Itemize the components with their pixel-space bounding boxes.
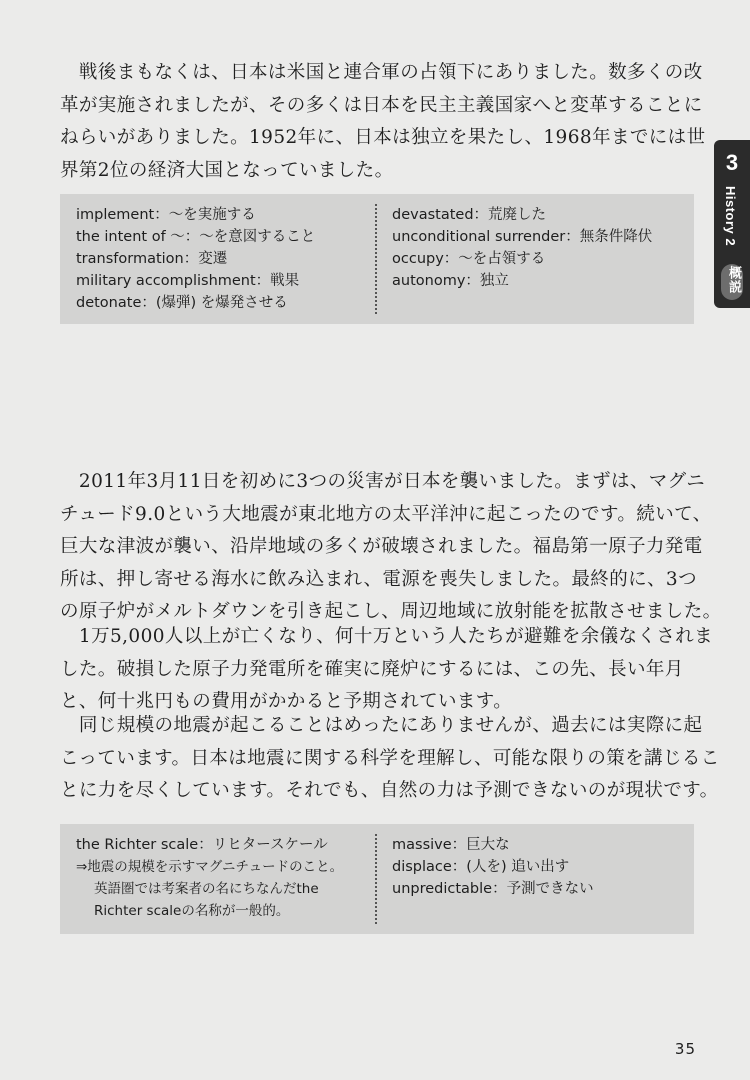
glossary-entry: occupy：〜を占領する [392, 251, 546, 267]
glossary-divider [375, 204, 377, 314]
paragraph-line: 所は、押し寄せる海水に飲み込まれ、電源を喪失しました。最終的に、3つ [60, 568, 697, 590]
glossary-note: ⇒地震の規模を示すマグニチュードのこと。 [76, 859, 344, 875]
glossary-entry: displace：(人を) 追い出す [392, 859, 570, 875]
glossary-entry: implement：〜を実施する [76, 207, 256, 223]
paragraph-line: 革が実施されましたが、その多くは日本を民主主義国家へと変革することに [60, 94, 703, 116]
paragraph-line: した。破損した原子力発電所を確実に廃炉にするには、この先、長い年月 [60, 658, 684, 680]
paragraph-line: と、何十兆円もの費用がかかると予期されています。 [60, 691, 513, 712]
glossary-entry: detonate：(爆弾) を爆発させる [76, 295, 288, 311]
glossary-entry: the intent of 〜：〜を意図すること [76, 229, 316, 245]
glossary-entry: massive：巨大な [392, 837, 510, 853]
paragraph-line: こっています。日本は地震に関する科学を理解し、可能な限りの策を講じるこ [60, 747, 720, 769]
glossary-box-2 [60, 824, 694, 934]
glossary-entry: military accomplishment：戦果 [76, 273, 300, 289]
glossary-box-1 [60, 194, 694, 324]
paragraph-line: 2011年3月11日を初めに3つの災害が日本を襲いました。まずは、マグニ [60, 471, 706, 492]
paragraph-line: チュード9.0という大地震が東北地方の太平洋沖に起こったのです。続いて、 [60, 503, 712, 525]
glossary-left-column [76, 204, 315, 314]
glossary-right-column [392, 204, 652, 292]
glossary-entry: unpredictable：予測できない [392, 881, 594, 897]
paragraph-line: 1万5,000人以上が亡くなり、何十万という人たちが避難を余儀なくされま [60, 626, 714, 647]
glossary-divider [375, 834, 377, 924]
paragraph-line: とに力を尽くしています。それでも、自然の力は予測できないのが現状です。 [60, 780, 719, 801]
intro-paragraph [60, 57, 706, 187]
disaster-paragraph-1 [60, 466, 722, 629]
glossary-left-column [76, 834, 343, 922]
section-label: 概説 [726, 266, 741, 294]
disaster-paragraph-2 [60, 621, 714, 719]
glossary-entry: unconditional surrender：無条件降伏 [392, 229, 653, 245]
chapter-label: History 2 [723, 186, 738, 247]
disaster-paragraph-3 [60, 710, 720, 808]
paragraph-line: 戦後まもなくは、日本は米国と連合軍の占領下にありました。数多くの改 [60, 62, 703, 83]
glossary-note: 英語圏では考案者の名にちなんだthe [94, 881, 319, 897]
paragraph-line: 同じ規模の地震が起こることはめったにありませんが、過去には実際に起 [60, 715, 703, 736]
glossary-entry: transformation：変遷 [76, 251, 228, 267]
chapter-side-tab [714, 140, 750, 308]
page-number: 35 [674, 1040, 696, 1058]
glossary-entry: autonomy：独立 [392, 273, 509, 289]
glossary-entry: the Richter scale：リヒタースケール [76, 837, 328, 853]
glossary-note: Richter scaleの名称が一般的。 [94, 903, 290, 919]
section-pill [721, 264, 743, 300]
paragraph-line: ねらいがありました。1952年に、日本は独立を果たし、1968年までには世 [60, 127, 706, 148]
paragraph-line: 界第2位の経済大国となっていました。 [60, 159, 394, 181]
glossary-entry: devastated：荒廃した [392, 207, 547, 223]
paragraph-line: の原子炉がメルトダウンを引き起こし、周辺地域に放射能を拡散させました。 [60, 601, 722, 622]
chapter-number: 3 [725, 150, 739, 175]
glossary-right-column [392, 834, 594, 900]
paragraph-line: 巨大な津波が襲い、沿岸地域の多くが破壊されました。福島第一原子力発電 [60, 536, 703, 557]
